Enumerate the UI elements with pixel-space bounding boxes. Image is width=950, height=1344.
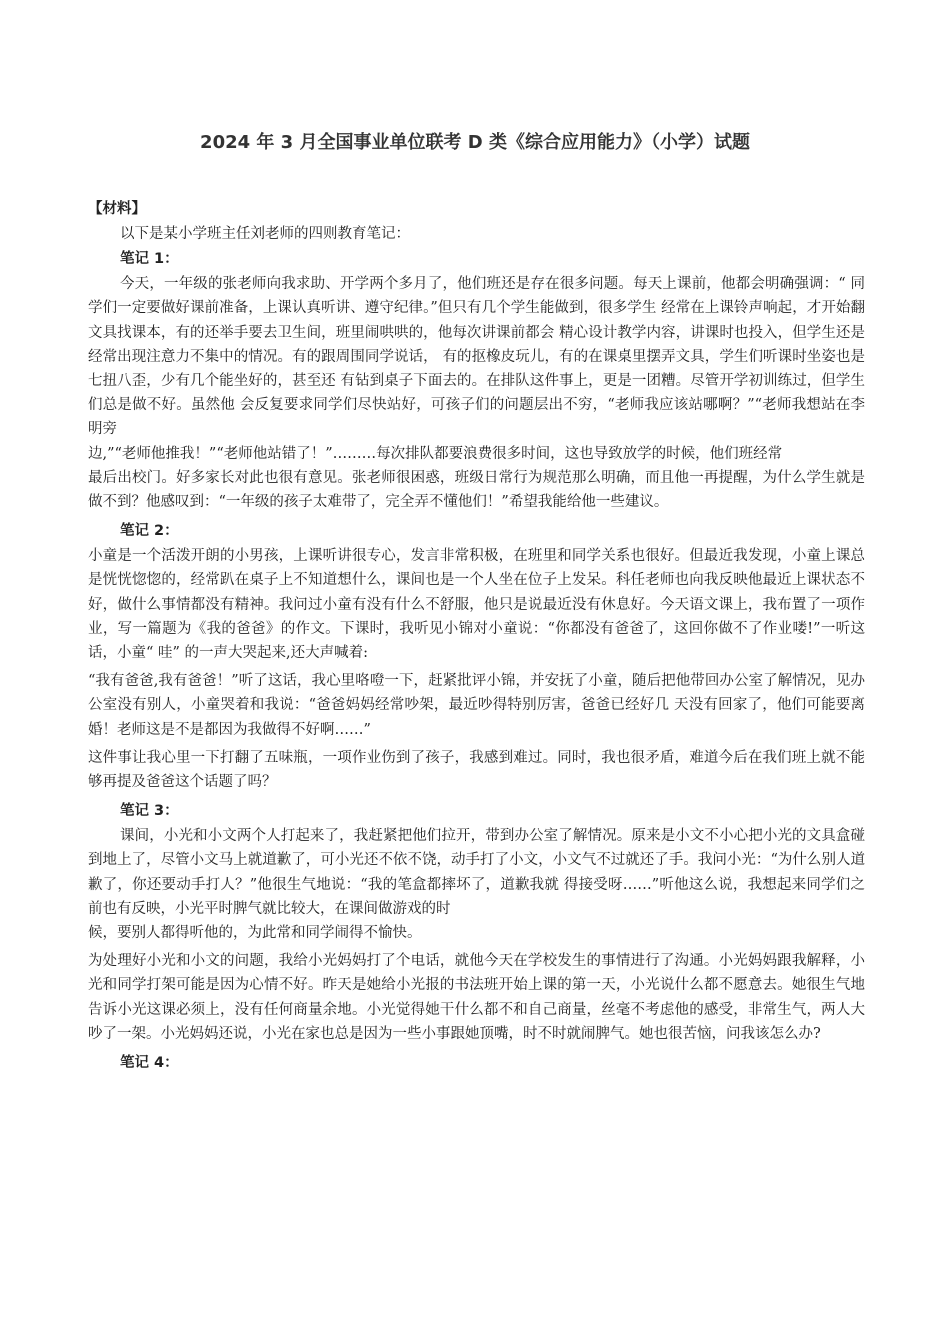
page-title: 2024 年 3 月全国事业单位联考 D 类《综合应用能力》（小学）试题 <box>200 132 750 153</box>
intro-paragraph: 以下是某小学班主任刘老师的四则教育笔记： <box>120 226 410 242</box>
note3-heading: 笔记 3： <box>120 803 179 820</box>
note1-paragraph-1: 今天，一年级的张老师向我求助、开学两个多月了，他们班还是存在很多问题。每天上课前，他都会明确强调：“ 同学们一定要做好课前准备，上课认真听讲、遵守纪律。”但只有几个学生能做到，很多学生 经常在上课铃声响起，才开始翻文具找课本，有的还举手要去卫生间，班里闹哄哄的，他每次讲课前都会 精心设计教学内容，讲课时也投入，但学生还是经常出现注意力不集中的情况。有的跟周围同学说话， 有的抠橡皮玩儿，有的在课桌里摆弄文具，学生们听课时坐姿也是七扭八歪，少有几个能坐好的，甚至还 有钻到桌子下面去的。在排队这件事上，更是一团糟。尽管开学初训练过，但学生们总是做不好。虽然他 会反复要求同学们尽快站好，可孩子们的问题层出不穷，“老师我应该站哪啊？”“老师我想站在李明旁 <box>88 276 865 438</box>
note2-heading: 笔记 2： <box>120 523 179 540</box>
material-heading: 【材料】 <box>88 201 146 217</box>
note3-paragraph-2: 候，要别人都得听他的，为此常和同学闹得不愉快。 <box>88 925 422 942</box>
note1-paragraph-2: 边,”“老师他推我！”“老师他站错了！”………每次排队都要浪费很多时间，这也导致放学的时候，他们班经常 <box>88 445 783 462</box>
note1-paragraph-3: 最后出校门。好多家长对此也很有意见。张老师很困惑，班级日常行为规范那么明确，而且他一再提醒，为什么学生就是做不到？他感叹到：“一年级的孩子太难带了，完全弄不懂他们！”希望我能给他一些建议。 <box>88 469 865 511</box>
note2-paragraph-3: 这件事让我心里一下打翻了五味瓶，一项作业伤到了孩子，我感到难过。同时，我也很矛盾，难道今后在我们班上就不能够再提及爸爸这个话题了吗？ <box>88 749 865 791</box>
note2-paragraph-2: “我有爸爸,我有爸爸！”听了这话，我心里咯噔一下，赶紧批评小锦，并安抚了小童，随后把他带回办公室了解情况，见办公室没有别人，小童哭着和我说：“爸爸妈妈经常吵架，最近吵得特别厉害，爸爸已经好几 天没有回家了，他们可能要离婚！老师这是不是都因为我做得不好啊……” <box>88 673 865 738</box>
note3-paragraph-3: 为处理好小光和小文的问题，我给小光妈妈打了个电话，就他今天在学校发生的事情进行了沟通。小光妈妈跟我解释，小光和同学打架可能是因为心情不好。昨天是她给小光报的书法班开始上课的第一天，小光说什么都不愿意去。她很生气地告诉小光这课必须上，没有任何商量余地。小光觉得她干什么都不和自己商量，丝毫不考虑他的感受，非常生气，两人大吵了一架。小光妈妈还说，小光在家也总是因为一些小事跟她顶嘴，时不时就闹脾气。她也很苦恼，问我该怎么办? <box>88 953 865 1042</box>
note4-heading: 笔记 4： <box>120 1055 179 1072</box>
note1-heading: 笔记 1： <box>120 251 179 268</box>
note3-paragraph-1: 课间，小光和小文两个人打起来了，我赶紧把他们拉开，带到办公室了解情况。原来是小文不小心把小光的文具盒碰到地上了，尽管小文马上就道歉了，可小光还不依不饶，动手打了小文，小文气不过就还了手。我问小光：“为什么别人道歉了，你还要动手打人？”他很生气地说：“我的笔盒都摔坏了，道歉我就 得接受呀……”听他这么说，我想起来同学们之前也有反映，小光平时脾气就比较大，在课间做游戏的时 <box>88 828 865 917</box>
note2-paragraph-1: 小童是一个活泼开朗的小男孩，上课听讲很专心，发言非常积极，在班里和同学关系也很好。但最近我发现，小童上课总是恍恍惚惚的，经常趴在桌子上不知道想什么，课间也是一个人坐在位子上发呆。科任老师也向我反映他最近上课状态不好，做什么事情都没有精神。我问过小童有没有什么不舒服，他只是说最近没有休息好。今天语文课上，我布置了一项作业，写一篇题为《我的爸爸》的作文。下课时，我听见小锦对小童说：“你都没有爸爸了，这回你做不了作业喽!”一听这话，小童“ 哇” 的一声大哭起来,还大声喊着: <box>88 548 865 662</box>
document-body <box>88 196 865 1076</box>
